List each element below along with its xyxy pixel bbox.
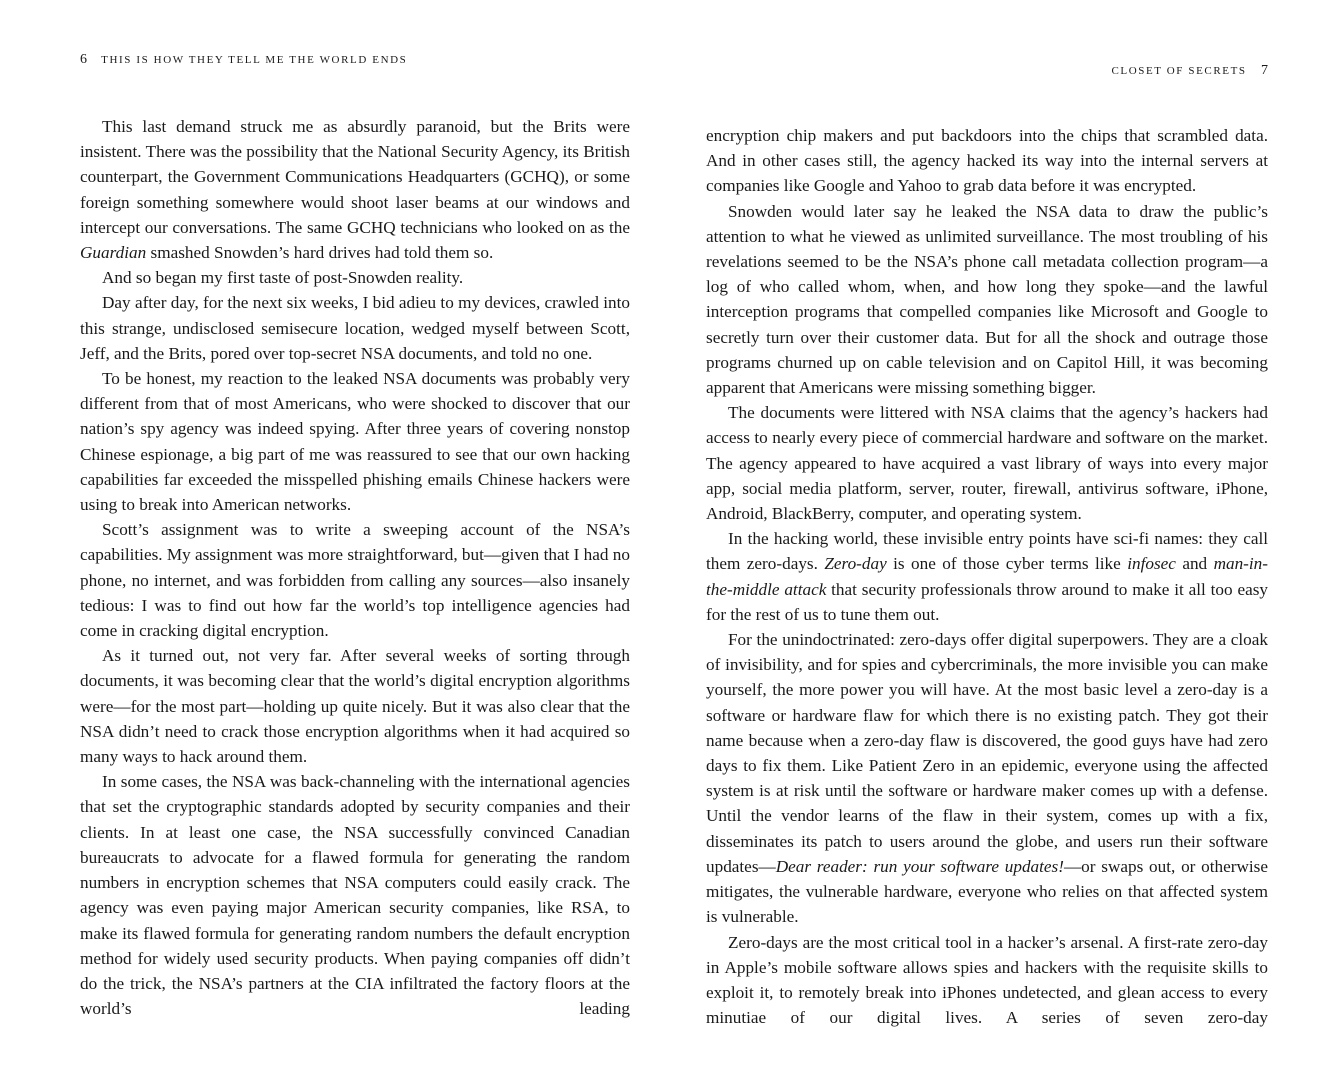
left-running-head — [80, 52, 407, 68]
right-page-number: 7 — [1261, 63, 1268, 78]
text-run: As it turned out, not very far. After several weeks of sorting through documents, it was becoming clear that the world’s digital encryption algorithms were—for the most part—holding up quite nicely. But it was also clear that the NSA didn’t need to crack those encryption algorithms when it had acquired so many ways to hack around them. — [80, 646, 630, 767]
text-run: encryption chip makers and put backdoors into the chips that scrambled data. And in other cases still, the agency hacked its way into the internal servers at companies like Google and Yahoo to grab data before it was encrypted. — [706, 126, 1268, 196]
text-run: And so began my first taste of post-Snowden reality. — [102, 268, 464, 288]
italic-text: Guardian — [80, 243, 147, 263]
italic-text: infosec — [1127, 554, 1176, 574]
text-run: —or swaps out, or otherwise mitigates, the vulnerable hardware, everyone who relies on that affected system is vulnerable. — [706, 856, 1268, 927]
text-run: Day after day, for the next six weeks, I bid adieu to my devices, crawled into this strange, undisclosed semisecure location, wedged myself between Scott, Jeff, and the Brits, pored over top-secret NSA documents, and told no one. — [80, 293, 630, 363]
body-paragraph — [706, 627, 1268, 929]
body-paragraph — [80, 643, 630, 769]
text-run: Snowden would later say he leaked the NSA data to draw the public’s attention to what he viewed as unlimited surveillance. The most troubling of his revelations seemed to be the NSA’s phone call metadata collection program—a log of who called whom, when, and how long they spoke—and the lawful interception programs that compelled companies like Microsoft and Google to secretly turn over their customer data. But for all the shock and outrage those programs churned up on cable television and on Capitol Hill, it was becoming apparent that Americans were missing something bigger. — [706, 201, 1268, 398]
right-page-body — [706, 123, 1268, 1030]
text-run: that security professionals throw around to make it all too easy for the rest of us to tune them out. — [706, 579, 1268, 624]
text-run: Zero-days are the most critical tool in a hacker’s arsenal. A first-rate zero-day in Apple’s mobile software allows spies and hackers with the requisite skills to exploit it, to remotely break into iPhones undetected, and glean access to every minutiae of our digital lives. A series of seven zero-day — [706, 932, 1268, 1028]
body-paragraph — [80, 265, 630, 290]
left-page-body — [80, 114, 630, 1021]
body-paragraph — [80, 769, 630, 1021]
text-run: The documents were littered with NSA claims that the agency’s hackers had access to nearly every piece of commercial hardware and software on the market. The agency appeared to have acquired a vast library of ways into every major app, social media platform, server, router, firewall, antivirus software, iPhone, Android, BlackBerry, computer, and operating system. — [706, 403, 1268, 524]
text-run: smashed Snowden’s hard drives had told them so. — [146, 243, 494, 263]
text-run: In the hacking world, these invisible entry points have sci-fi names: they call them zero-days. — [706, 529, 1268, 574]
italic-text: Dear reader: run your software updates! — [775, 856, 1064, 876]
text-run: and — [1175, 554, 1214, 574]
body-paragraph — [706, 526, 1268, 627]
body-paragraph — [80, 366, 630, 517]
text-run: This last demand struck me as absurdly paranoid, but the Brits were insistent. There was the possibility that the National Security Agency, its British counterpart, the Government Communications Headquarters (GCHQ), or some foreign something somewhere would shoot laser beams at our windows and intercept our conversations. The same GCHQ technicians who looked on as the — [80, 117, 630, 237]
right-page — [672, 0, 1344, 1080]
text-run: Scott’s assignment was to write a sweeping account of the NSA’s capabilities. My assignment was more straightforward, but—given that I had no phone, no internet, and was forbidden from calling any sources—also insanely tedious: I was to find out how far the world’s top intelligence agencies had come in cracking digital encryption. — [80, 520, 630, 641]
body-paragraph — [80, 517, 630, 643]
left-page-number: 6 — [80, 52, 87, 67]
body-paragraph — [706, 199, 1268, 401]
body-paragraph — [706, 930, 1268, 1031]
text-run: To be honest, my reaction to the leaked NSA documents was probably very different from that of most Americans, who were shocked to discover that our nation’s spy agency was indeed spying. After three years of covering nonstop Chinese espionage, a big part of me was reassured to see that our own hacking capabilities far exceeded the misspelled phishing emails Chinese hackers were using to break into American networks. — [80, 369, 630, 515]
text-run: is one of those cyber terms like — [886, 554, 1128, 574]
body-paragraph — [80, 114, 630, 265]
text-run: In some cases, the NSA was back-channeling with the international agencies that set the cryptographic standards adopted by security companies and their clients. In at least one case, the NSA successfully convinced Canadian bureaucrats to advocate for a flawed formula for generating the random numbers in encryption schemes that NSA computers could easily crack. The agency was even paying major American security companies, like RSA, to make its flawed formula for generating random numbers the default encryption method for widely used security products. When paying companies off didn’t do the trick, the NSA’s partners at the CIA infiltrated the factory floors at the world’s leading — [80, 772, 630, 1019]
body-paragraph — [706, 400, 1268, 526]
body-paragraph — [706, 123, 1268, 199]
body-paragraph — [80, 290, 630, 366]
text-run: For the unindoctrinated: zero-days offer digital superpowers. They are a cloak of invisibility, and for spies and cybercriminals, the more invisible you can make yourself, the more power you will have. At the most basic level a zero-day is a software or hardware flaw for which there is no existing patch. They got their name because when a zero-day flaw is discovered, the good guys have had zero days to fix them. Like Patient Zero in an epidemic, everyone using the affected system is at risk until the software or hardware maker comes up with a defense. Until the vendor learns of the flaw in their system, comes up with a fix, disseminates its patch to users around the globe, and users run their software updates— — [706, 630, 1268, 876]
italic-text: man-in-the-middle attack — [706, 554, 1268, 599]
right-running-head-title: CLOSET OF SECRETS — [1111, 65, 1247, 77]
right-running-head — [1111, 63, 1268, 79]
left-running-head-title: THIS IS HOW THEY TELL ME THE WORLD ENDS — [101, 54, 408, 66]
italic-text: Zero-day — [824, 554, 887, 574]
